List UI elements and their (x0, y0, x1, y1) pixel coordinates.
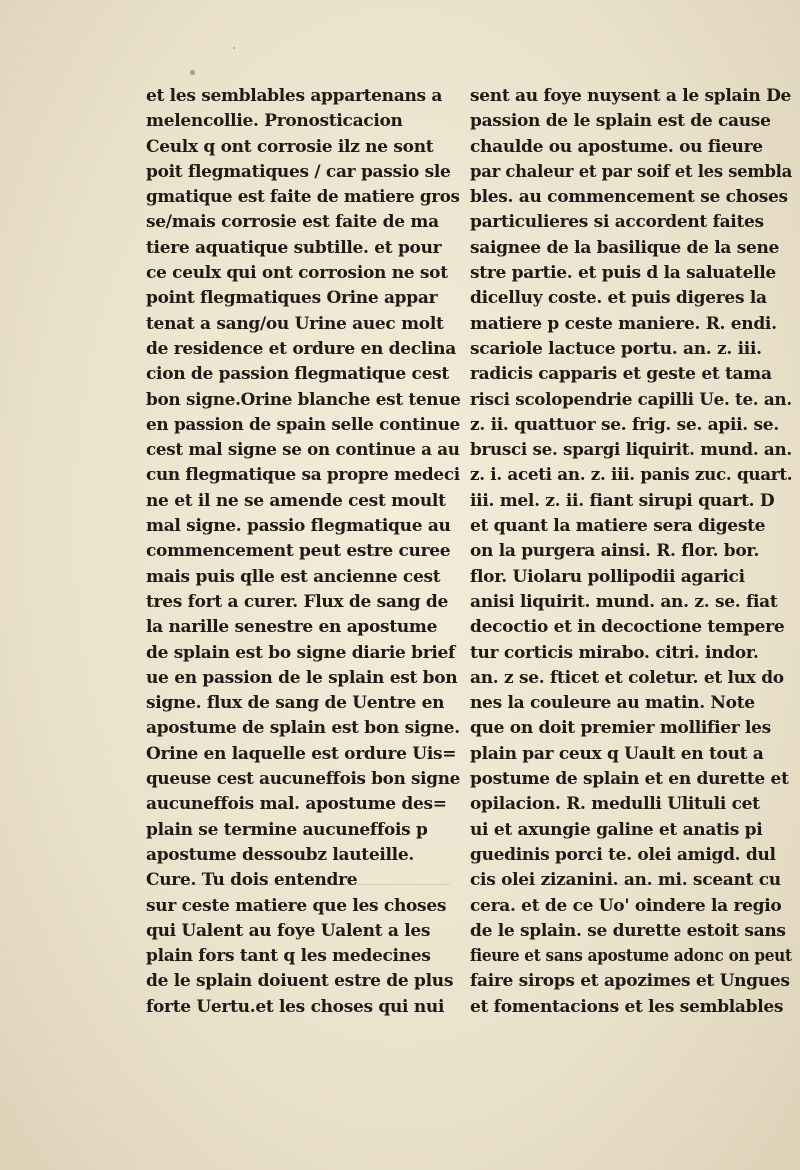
right-column-line: opilacion. R. medulli Ulituli cet (470, 794, 760, 815)
right-column-line: anisi liquirit. mund. an. z. se. fiat (470, 591, 778, 612)
left-column-line: cun flegmatique sa propre medeci (146, 465, 460, 486)
left-text-column (146, 84, 460, 1020)
right-column-line: bles. au commencement se choses (470, 187, 788, 208)
right-column-line: brusci se. spargi liquirit. mund. an. (470, 440, 792, 461)
left-column-line: ue en passion de le splain est bon (146, 667, 458, 688)
left-column-line: ce ceulx qui ont corrosion ne sot (146, 263, 448, 284)
right-column-line: de le splain. se durette estoit sans (470, 920, 786, 941)
right-column-line: guedinis porci te. olei amigd. dul (470, 844, 776, 865)
left-column-line: point flegmatiques Orine appar (146, 288, 438, 309)
right-column-line: stre partie. et puis d la saluatelle (470, 263, 776, 284)
right-column-line: on la purgera ainsi. R. flor. bor. (470, 541, 760, 562)
right-column-line: an. z se. fticet et coletur. et lux do (470, 667, 784, 688)
right-column-line: cera. et de ce Uo' oindere la regio (470, 895, 782, 916)
ink-speck (190, 70, 195, 75)
right-column-line: sent au foye nuysent a le splain De (470, 86, 792, 106)
right-column-line: passion de le splain est de cause (470, 111, 771, 132)
left-column-line: queuse cest aucuneffois bon signe (146, 769, 460, 790)
left-column-line: bon signe.Orine blanche est tenue (146, 389, 461, 410)
left-column-line: de le splain doiuent estre de plus (146, 971, 454, 992)
right-column-line: fieure et sans apostume adonc on peut (470, 946, 792, 967)
right-column-line: faire sirops et apozimes et Ungues (470, 971, 790, 992)
right-column-line: matiere p ceste maniere. R. endi. (470, 313, 777, 334)
left-column-line: ne et il ne se amende cest moult (146, 490, 446, 511)
left-column-line: cest mal signe se on continue a au (146, 440, 460, 461)
right-column-line: et quant la matiere sera digeste (470, 516, 766, 537)
right-column-line: particulieres si accordent faites (470, 212, 764, 233)
right-column-line: dicelluy coste. et puis digeres la (470, 288, 767, 309)
right-column-line: nes la couleure au matin. Note (470, 693, 755, 714)
right-column-line: postume de splain et en durette et (470, 769, 789, 790)
left-column-line: apostume dessoubz lauteille. (146, 844, 414, 865)
left-column-line: poit flegmatiques / car passio sle (146, 161, 451, 182)
left-column-line: sur ceste matiere que les choses (146, 895, 447, 916)
left-column-line: en passion de spain selle continue (146, 414, 460, 435)
left-column-line: signe. flux de sang de Uentre en (146, 693, 445, 714)
left-column-line: commencement peut estre curee (146, 541, 451, 562)
right-text-column (470, 84, 792, 1020)
left-column-line: la narille senestre en apostume (146, 617, 438, 638)
right-column-line: z. ii. quattuor se. frig. se. apii. se. (470, 414, 779, 435)
left-column-line: cion de passion flegmatique cest (146, 364, 449, 385)
right-column-line: par chaleur et par soif et les sembla (470, 161, 792, 182)
right-column-line: radicis capparis et geste et tama (470, 364, 772, 385)
right-column-line: tur corticis mirabo. citri. indor. (470, 642, 759, 663)
left-column-line: se/mais corrosie est faite de ma (146, 212, 439, 233)
right-column-line: ui et axungie galine et anatis pi (470, 819, 763, 840)
left-column-line: Cure. Tu dois entendre (146, 870, 358, 891)
left-column-line: mais puis qlle est ancienne cest (146, 566, 441, 587)
right-column-line: flor. Uiolaru pollipodii agarici (470, 566, 745, 587)
left-column-line: forte Uertu.et les choses qui nui (146, 996, 445, 1017)
right-column-line: scariole lactuce portu. an. z. iii. (470, 338, 762, 359)
left-column-line: Ceulx q ont corrosie ilz ne sont (146, 136, 434, 157)
right-column-line: cis olei zizanini. an. mi. sceant cu (470, 870, 781, 891)
bottom-margin-rule (480, 884, 780, 895)
right-column-line: chaulde ou apostume. ou fieure (470, 136, 763, 157)
left-column-line: apostume de splain est bon signe. (146, 718, 460, 739)
right-column-line: iii. mel. z. ii. fiant sirupi quart. D (470, 490, 775, 511)
right-column-line: saignee de la basilique de la sene (470, 237, 780, 258)
right-column-line: z. i. aceti an. z. iii. panis zuc. quart. (470, 465, 793, 486)
right-column-line: que on doit premier mollifier les (470, 718, 771, 739)
left-column-line: plain fors tant q les medecines (146, 946, 431, 967)
left-column-line: melencollie. Pronosticacion (146, 111, 403, 132)
right-column-line: risci scolopendrie capilli Ue. te. an. (470, 389, 792, 410)
right-column-line: et fomentacions et les semblables (470, 996, 784, 1017)
left-column-line: tenat a sang/ou Urine auec molt (146, 313, 444, 334)
left-column-line: tiere aquatique subtille. et pour (146, 237, 442, 258)
left-column-line: de splain est bo signe diarie brief (146, 642, 456, 663)
left-column-line: aucuneffois mal. apostume des= (146, 794, 447, 815)
ink-speck (233, 47, 235, 49)
left-column-line: tres fort a curer. Flux de sang de (146, 591, 448, 612)
left-column-line: gmatique est faite de matiere gros (146, 187, 460, 208)
left-column-line: Orine en laquelle est ordure Uis= (146, 743, 457, 764)
right-column-line: plain par ceux q Uault en tout a (470, 743, 764, 764)
left-column-line: mal signe. passio flegmatique au (146, 516, 451, 537)
left-column-line: qui Ualent au foye Ualent a les (146, 920, 431, 941)
bottom-margin-rule (150, 884, 450, 895)
left-column-line: de residence et ordure en declina (146, 338, 456, 359)
left-column-line: et les semblables appartenans a (146, 86, 443, 106)
left-column-line: plain se termine aucuneffois p (146, 819, 428, 840)
right-column-line: decoctio et in decoctione tempere (470, 617, 785, 638)
